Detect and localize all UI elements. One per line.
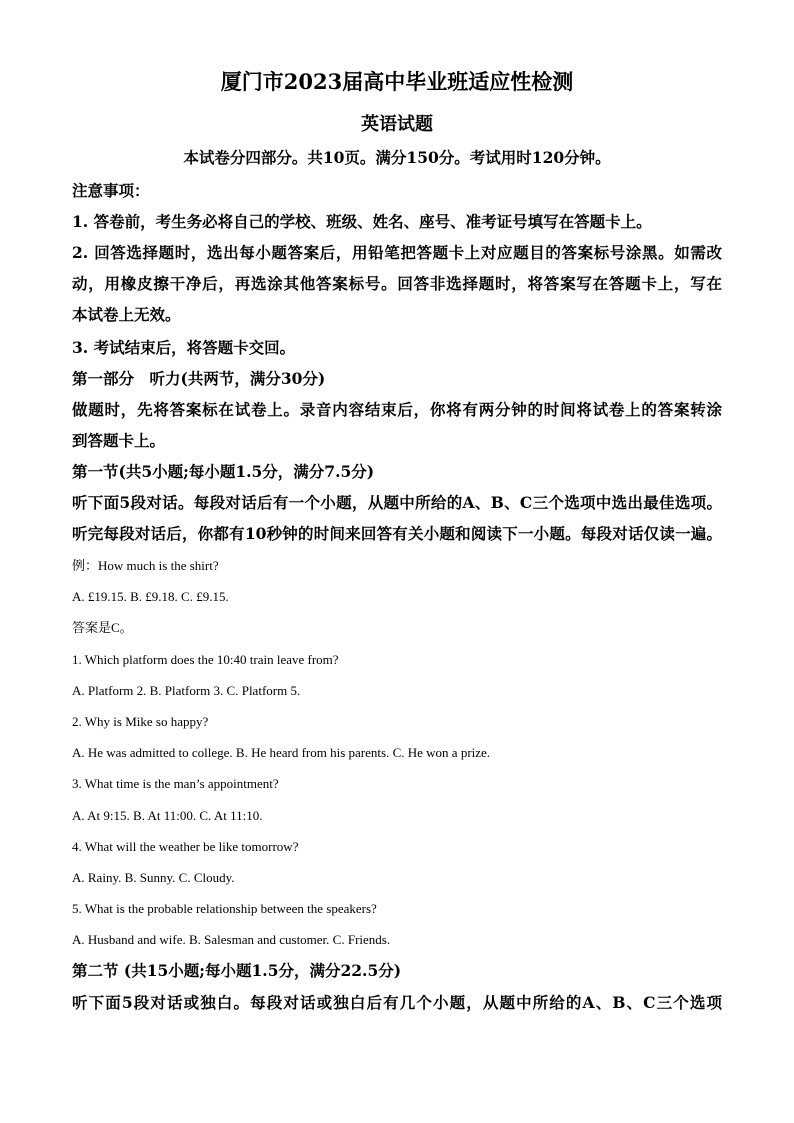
note-item-2-line-2: 动，用橡皮擦干净后，再选涂其他答案标号。回答非选择题时，将答案写在答题卡上，写在 — [72, 274, 722, 293]
section1-instructions-line-2: 听完每段对话后，你都有10秒钟的时间来回答有关小题和阅读下一小题。每段对话仅读一遍。 — [72, 524, 722, 543]
subject-title: 英语试题 — [361, 114, 433, 135]
section2-instructions-line-1: 听下面5段对话或独白。每段对话或独白后有几个小题，从题中所给的A、B、C三个选项 — [72, 993, 722, 1012]
question-5: 5. What is the probable relationship between the speakers? — [72, 901, 377, 916]
question-3: 3. What time is the man’s appointment? — [72, 776, 279, 791]
section1-instructions-line-1: 听下面5段对话。每段对话后有一个小题，从题中所给的A、B、C三个选项中选出最佳选项。 — [72, 493, 722, 512]
page-title: 厦门市2023届高中毕业班适应性检测 — [220, 69, 574, 94]
section1-heading: 第一节(共5小题;每小题1.5分，满分7.5分) — [72, 462, 375, 481]
section2-heading: 第二节 (共15小题;每小题1.5分，满分22.5分) — [72, 961, 402, 980]
example-options: A. £19.15. B. £9.18. C. £9.15. — [72, 589, 229, 604]
notes-heading: 注意事项： — [72, 181, 150, 200]
part1-instructions-line-1: 做题时，先将答案标在试卷上。录音内容结束后，你将有两分钟的时间将试卷上的答案转涂 — [72, 400, 722, 419]
note-item-2-line-3: 本试卷上无效。 — [72, 305, 181, 324]
note-item-3: 3. 考试结束后，将答题卡交回。 — [72, 338, 296, 357]
question-1-options: A. Platform 2. B. Platform 3. C. Platform 5. — [72, 683, 301, 698]
question-4-options: A. Rainy. B. Sunny. C. Cloudy. — [72, 870, 235, 885]
part1-instructions-line-2: 到答题卡上。 — [72, 431, 166, 450]
question-1: 1. Which platform does the 10:40 train leave from? — [72, 652, 339, 667]
note-item-1: 1. 答卷前，考生务必将自己的学校、班级、姓名、座号、准考证号填写在答题卡上。 — [72, 212, 652, 231]
question-2-options: A. He was admitted to college. B. He heard from his parents. C. He won a prize. — [72, 745, 491, 760]
example-answer: 答案是C。 — [72, 620, 133, 635]
question-3-options: A. At 9:15. B. At 11:00. C. At 11:10. — [72, 808, 263, 823]
example-question: 例：How much is the shirt? — [72, 558, 219, 573]
question-4: 4. What will the weather be like tomorrow? — [72, 839, 299, 854]
question-2: 2. Why is Mike so happy? — [72, 714, 209, 729]
question-5-options: A. Husband and wife. B. Salesman and customer. C. Friends. — [72, 932, 391, 947]
part1-heading: 第一部分 听力(共两节，满分30分) — [72, 369, 326, 388]
note-item-2-line-1: 2. 回答选择题时，选出每小题答案后，用铅笔把答题卡上对应题目的答案标号涂黑。如需改 — [72, 243, 722, 262]
exam-info: 本试卷分四部分。共10页。满分150分。考试用时120分钟。 — [183, 148, 611, 167]
